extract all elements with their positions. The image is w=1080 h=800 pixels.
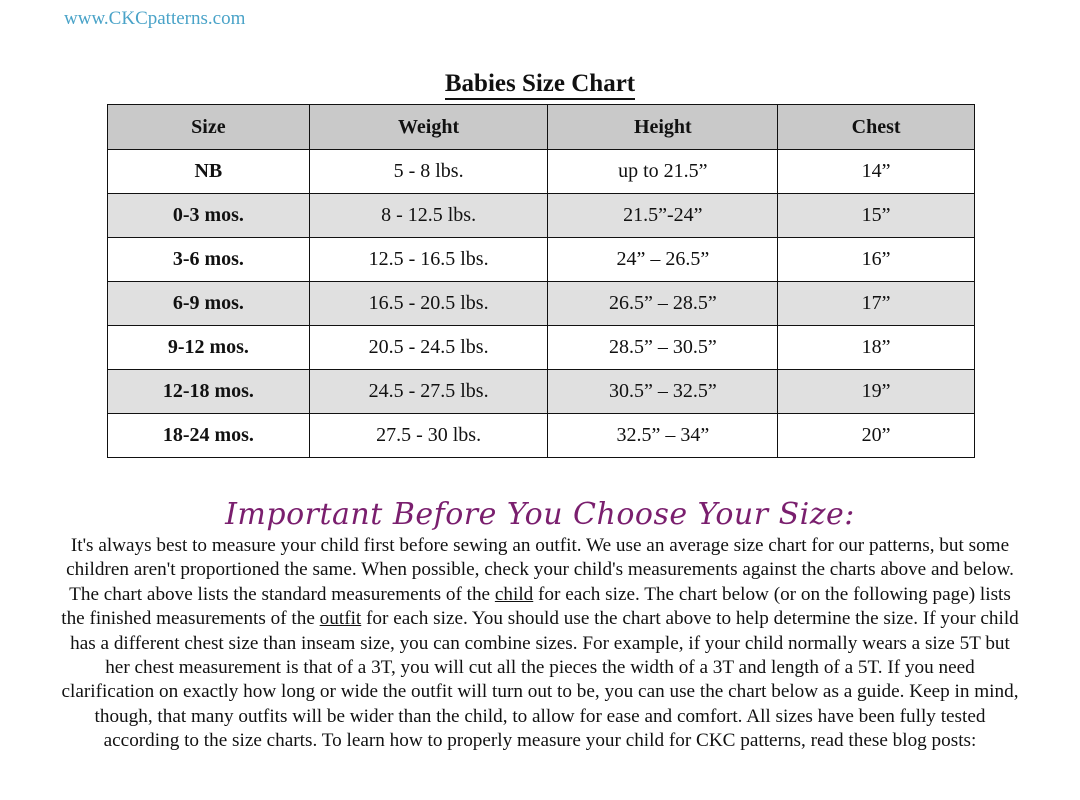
table-header-row	[108, 105, 975, 150]
height-cell: 32.5” – 34”	[548, 414, 778, 458]
size-cell: 18-24 mos.	[108, 414, 310, 458]
height-cell: up to 21.5”	[548, 150, 778, 194]
chart-title-text: Babies Size Chart	[445, 70, 635, 100]
column-header-weight: Weight	[309, 105, 548, 150]
weight-cell: 16.5 - 20.5 lbs.	[309, 282, 548, 326]
site-url-link[interactable]: www.CKCpatterns.com	[64, 8, 246, 29]
table-row	[108, 194, 975, 238]
table-row	[108, 282, 975, 326]
height-cell: 24” – 26.5”	[548, 238, 778, 282]
table-row	[108, 414, 975, 458]
size-cell: 12-18 mos.	[108, 370, 310, 414]
size-cell: NB	[108, 150, 310, 194]
chest-cell: 18”	[778, 326, 975, 370]
weight-cell: 27.5 - 30 lbs.	[309, 414, 548, 458]
size-cell: 9-12 mos.	[108, 326, 310, 370]
size-chart-table	[107, 104, 975, 458]
chest-cell: 14”	[778, 150, 975, 194]
weight-cell: 24.5 - 27.5 lbs.	[309, 370, 548, 414]
notes-heading: Important Before You Choose Your Size:	[225, 497, 855, 532]
size-cell: 0-3 mos.	[108, 194, 310, 238]
table-row	[108, 370, 975, 414]
size-cell: 6-9 mos.	[108, 282, 310, 326]
notes-text-part-3: for each size. You should use the chart above to help determine the size. If your child has a different chest size than inseam size, you can combine sizes. For example, if your child normally wears a size 5T but her chest measurement is that of a 3T, you will cut all the pieces the width of a 3T and length of a 5T. If you need clarification on exactly how long or wide the outfit will turn out to be, you can use the chart below as a guide. Keep in mind, though, that many outfits will be wider than the child, to allow for ease and comfort. All sizes have been fully tested according to the size charts. To learn how to properly measure your child for CKC patterns, read these blog posts:	[61, 608, 1019, 752]
notes-paragraph	[60, 534, 1020, 754]
weight-cell: 8 - 12.5 lbs.	[309, 194, 548, 238]
height-cell: 30.5” – 32.5”	[548, 370, 778, 414]
table-row	[108, 238, 975, 282]
column-header-size: Size	[108, 105, 310, 150]
chest-cell: 16”	[778, 238, 975, 282]
column-header-height: Height	[548, 105, 778, 150]
child-emphasis: child	[494, 583, 534, 605]
weight-cell: 20.5 - 24.5 lbs.	[309, 326, 548, 370]
table-row	[108, 326, 975, 370]
chart-title	[0, 70, 1080, 98]
height-cell: 28.5” – 30.5”	[548, 326, 778, 370]
height-cell: 21.5”-24”	[548, 194, 778, 238]
weight-cell: 5 - 8 lbs.	[309, 150, 548, 194]
chest-cell: 20”	[778, 414, 975, 458]
size-cell: 3-6 mos.	[108, 238, 310, 282]
table-row	[108, 150, 975, 194]
notes-text-part-2: for each size. The chart below (or on the following page) lists the finished measurements of the	[61, 583, 1011, 630]
chest-cell: 17”	[778, 282, 975, 326]
notes-text-part-1: It's always best to measure your child first before sewing an outfit. We use an average size chart for our patterns, but some children aren't proportioned the same. When possible, check your child's measurements against the charts above and below. The chart above lists the standard measurements of the	[66, 535, 1014, 605]
chest-cell: 15”	[778, 194, 975, 238]
weight-cell: 12.5 - 16.5 lbs.	[309, 238, 548, 282]
outfit-emphasis: outfit	[319, 608, 362, 630]
column-header-chest: Chest	[778, 105, 975, 150]
chest-cell: 19”	[778, 370, 975, 414]
height-cell: 26.5” – 28.5”	[548, 282, 778, 326]
